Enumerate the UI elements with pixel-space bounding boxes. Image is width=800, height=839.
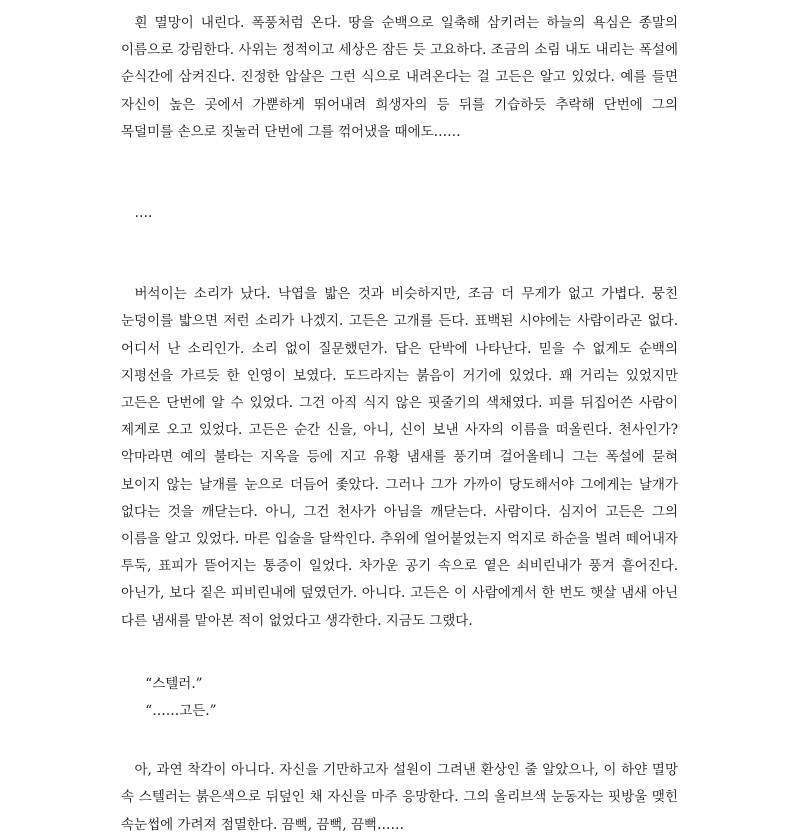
paragraph-1: 흰 멸망이 내린다. 폭풍처럼 온다. 땅을 순백으로 일축해 삼키려는 하늘의 욕심은 종말의 이름으로 강림한다. 사위는 정적이고 세상은 잠든 듯 고요하다. 조금의 소림 내도 내리는 폭설에 순식간에 삼켜진다. 진정한 압살은 그런 식으로 내려온다는 걸 고든은 알고 있었다. 예를 들면 자신이 높은 곳에서 가뿐하게 뛰어내려 희생자의 등 뒤를 기습하듯 추락해 단번에 그의 목덜미를 손으로 짓눌러 단번에 그를 꺾어냈을 때에도……: [121, 15, 678, 140]
ellipsis-line: ….: [134, 205, 153, 222]
paragraph-gap: [121, 725, 678, 757]
paragraph-gap: [121, 146, 678, 200]
dialogue-line-2: “……고든.”: [145, 703, 217, 720]
paragraph-3: 아, 과연 착각이 아니다. 자신을 기만하고자 설원이 그려낸 환상인 줄 알았으나, 이 하얀 멸망 속 스텔러는 붉은색으로 뒤덮인 채 자신을 마주 응망한다. 그의 올리브색 눈동자는 핏방울 맺힌 속눈썹에 가려져 점멸한다. 끔뻑, 끔뻑, 끔뻑……: [121, 762, 678, 833]
paragraph-gap: [121, 227, 678, 281]
document-page: [121, 10, 678, 839]
dialogue-line-1: “스텔러.”: [145, 675, 203, 692]
paragraph-2: 버석이는 소리가 났다. 낙엽을 밟은 것과 비슷하지만, 조금 더 무게가 없고 가볍다. 뭉친 눈덩이를 밟으면 저런 소리가 나겠지. 고든은 고개를 든다. 표백된 시야에는 사람이라곤 없다. 어디서 난 소리인가. 소리 없이 질문했던가. 답은 단박에 나타난다. 믿을 수 없게도 순백의 지평선을 가르듯 한 인영이 보였다. 도드라지는 붉음이 거기에 있었다. 꽤 거리는 있었지만 고든은 단번에 알 수 있었다. 그건 아직 식지 않은 핏줄기의 색채였다. 피를 뒤집어쓴 사람이 제게로 오고 있었다. 고든은 순간 신을, 아니, 신이 보낸 사자의 이름을 떠올린다. 천사인가? 악마라면 예의 불타는 지옥을 등에 지고 유황 냄새를 풍기며 걸어올테니 그는 폭설에 묻혀 보이지 않는 날개를 눈으로 더듬어 좇았다. 그러나 그가 가까이 당도해서야 그에게는 날개가 없다는 것을 깨닫는다. 아니, 그건 천사가 아님을 깨닫는다. 사람이다. 심지어 고든은 그의 이름을 알고 있었다. 마른 입술을 달싹인다. 추위에 얼어붙었는지 억지로 하순을 벌려 떼어내자 투둑, 표피가 뜯어지는 통증이 일었다. 차가운 공기 속으로 옅은 쇠비린내가 풍겨 흩어진다. 아닌가, 보다 짙은 피비린내에 덮였던가. 아니다. 고든은 이 사람에게서 한 번도 햇살 냄새 아닌 다른 냄새를 맡아본 적이 없었다고 생각한다. 지금도 그랬다.: [121, 286, 678, 629]
paragraph-gap: [121, 635, 678, 671]
